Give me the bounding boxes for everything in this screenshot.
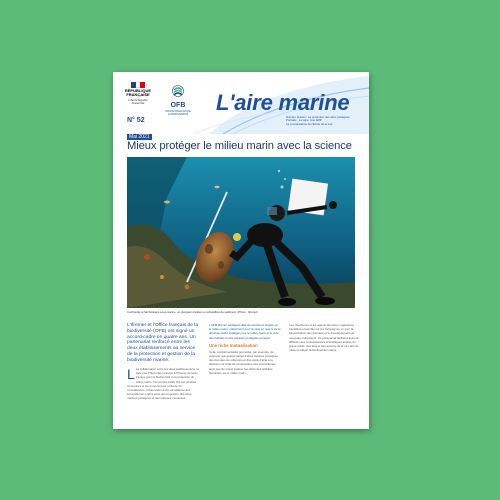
column-2-text: Cette complémentarité permettra, par exemple, de proposer aux gestionnaires d'aires marines protégées des données de référence et des outils d'aide à la décision sur l'état de conservation des écosystèmes, ainsi que de mieux évaluer les effets des activités humaines sur le milieu marin. <box>209 349 278 375</box>
diver-photo <box>127 157 355 308</box>
republique-francaise-logo <box>123 82 153 106</box>
issue-date: Mai 2021 <box>129 134 150 140</box>
section-title: Une riche mutualisation <box>209 342 258 348</box>
ofb-subtitle: OFFICE FRANÇAIS DE LA BIODIVERSITÉ <box>165 110 191 116</box>
ofb-name: OFB <box>170 102 186 109</box>
underwater-scene-image <box>127 157 355 308</box>
magazine-page <box>113 72 369 429</box>
column-1-text: La collaboration entre les deux établissements ne date pas d'hier mais renforce à l'Ifremer de leurs travaux pour la biodiversité et la protection du milieu marin. Cet accord-cadre fixe les priorités communes et les moyens pour renforcer la connaissance, l'observation et la surveillance des écosystèmes marins ainsi que la gestion des aires marines protégées et des espèces menacées. <box>127 367 200 401</box>
republic-name: RÉPUBLIQUE FRANÇAISE <box>124 88 152 98</box>
ofb-logo <box>165 84 191 116</box>
article-lead: L'Ifremer et l'Office français de la biodiversité (OFB) ont signé un accord-cadre en quatre ans. Un partenariat renforcé entre les deux établissements au service de la protection et gestion de la biodiversité marine. <box>127 323 199 363</box>
column-3-text: Les chercheurs et les agents des deux organismes travaillent ensemble sur les campagnes en mer, la bancarisation des données et le développement de nouveaux indicateurs. Ce partenariat facilitera aussi la diffusion des connaissances scientifiques auprès du grand public, des élus et des acteurs de la mer afin de mieux protéger la biodiversité marine. <box>289 323 359 353</box>
ofb-emblem-icon <box>172 85 184 97</box>
article-column-2 <box>209 323 281 427</box>
meta-line: Portraits : La vigie, Une AMP <box>286 119 322 123</box>
photo-caption: Confrontés à l'archéologie sous-marine, un plongeur prélève un échantillon de sédiment. (Photo : Ifremer) <box>127 310 258 314</box>
masthead <box>113 72 369 140</box>
magazine-title: L'aire marine <box>216 90 350 115</box>
issue-number: N° 52 <box>127 117 145 124</box>
meta-line: Numéro dossier : La protection des aires protégées <box>286 116 350 119</box>
republic-motto: Liberté Égalité Fraternité <box>128 97 148 106</box>
meta-line: La connaissance de l'Etude de la mer <box>286 122 333 126</box>
article-headline: Mieux protéger le milieu marin avec la science <box>127 140 352 152</box>
magazine-meta <box>286 116 366 126</box>
article-column-1 <box>127 367 201 427</box>
article-column-3 <box>289 323 359 427</box>
drop-cap: L <box>127 367 135 382</box>
column-2-intro: L'OFB Ifremer partagent déjà de nombreux projets sur le milieu marin, notamment pour la mise en œuvre de la directive-cadre stratégie pour le milieu marin et le suivi des habitats et des espèces protégées au large. <box>209 323 281 340</box>
